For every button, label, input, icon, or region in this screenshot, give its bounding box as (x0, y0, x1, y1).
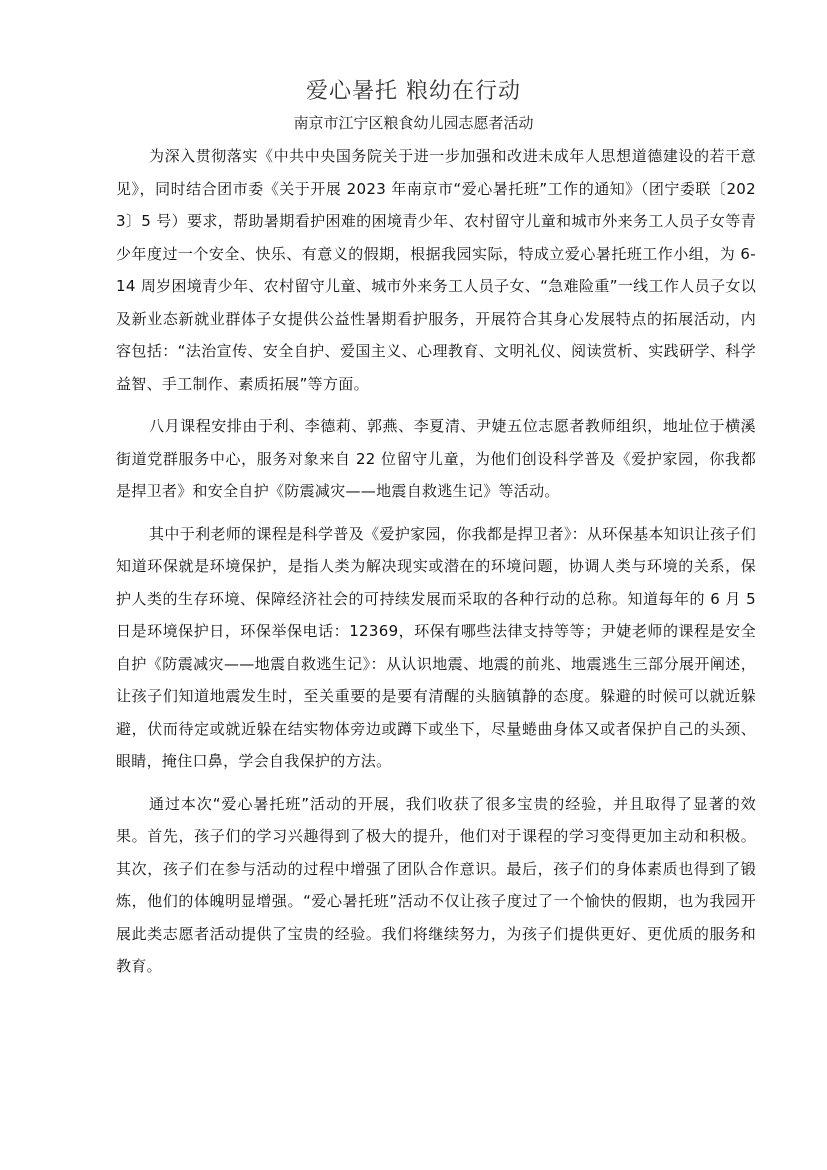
document-title: 爱心暑托 粮幼在行动 (306, 79, 521, 104)
paragraph-august-courses: 八月课程安排由于利、李德莉、郭燕、李夏清、尹婕五位志愿者教师组织，地址位于横溪街道党群服务中心，服务对象来自 22 位留守儿童，为他们创设科学普及《爱护家园，你我都是捍卫者》和安全自护《防震减灾——地震自救逃生记》等活动。 (116, 417, 756, 500)
paragraph-summary: 通过本次“爱心暑托班”活动的开展，我们收获了很多宝贵的经验，并且取得了显著的效果。首先，孩子们的学习兴趣得到了极大的提升，他们对于课程的学习变得更加主动和积极。其次，孩子们在参与活动的过程中增强了团队合作意识。最后，孩子们的身体素质也得到了锻炼，他们的体魄明显增强。“爱心暑托班”活动不仅让孩子度过了一个愉快的假期，也为我园开展此类志愿者活动提供了宝贵的经验。我们将继续努力，为孩子们提供更好、更优质的服务和教育。 (116, 794, 756, 975)
paragraph-course-details: 其中于利老师的课程是科学普及《爱护家园，你我都是捍卫者》：从环保基本知识让孩子们知道环保就是环境保护，是指人类为解决现实或潜在的环境问题，协调人类与环境的关系，保护人类的生存环境、保障经济社会的可持续发展而采取的各种行动的总称。知道每年的 6 月 5 日是环境保护日，环保举保电话：12369，环保有哪些法律支持等等；尹婕老师的课程是安全自护《防震减灾——地震自救逃生记》：从认识地震、地震的前兆、地震逃生三部分展开阐述，让孩子们知道地震发生时，至关重要的是要有清醒的头脑镇静的态度。躲避的时候可以就近躲避，伏而待定或就近躲在结实物体旁边或蹲下或坐下，尽量蜷曲身体又或者保护自己的头颈、眼睛，掩住口鼻，学会自我保护的方法。 (116, 524, 756, 770)
document-subtitle: 南京市江宁区粮食幼儿园志愿者活动 (293, 114, 534, 132)
document-body (116, 140, 756, 983)
paragraph-intro: 为深入贯彻落实《中共中央国务院关于进一步加强和改进未成年人思想道德建设的若干意见》，同时结合团市委《关于开展 2023 年南京市“爱心暑托班”工作的通知》（团宁委联〔2023〕5 号）要求，帮助暑期看护困难的困境青少年、农村留守儿童和城市外来务工人员子女等青少年度过一个安全、快乐、有意义的假期，根据我园实际，特成立爱心暑托班工作小组，为 6-14 周岁困境青少年、农村留守儿童、城市外来务工人员子女、“急难险重”一线工作人员子女以及新业态新就业群体子女提供公益性暑期看护服务，开展符合其身心发展特点的拓展活动，内容包括：“法治宣传、安全自护、爱国主义、心理教育、文明礼仪、阅读赏析、实践研学、科学益智、手工制作、素质拓展”等方面。 (116, 147, 756, 393)
